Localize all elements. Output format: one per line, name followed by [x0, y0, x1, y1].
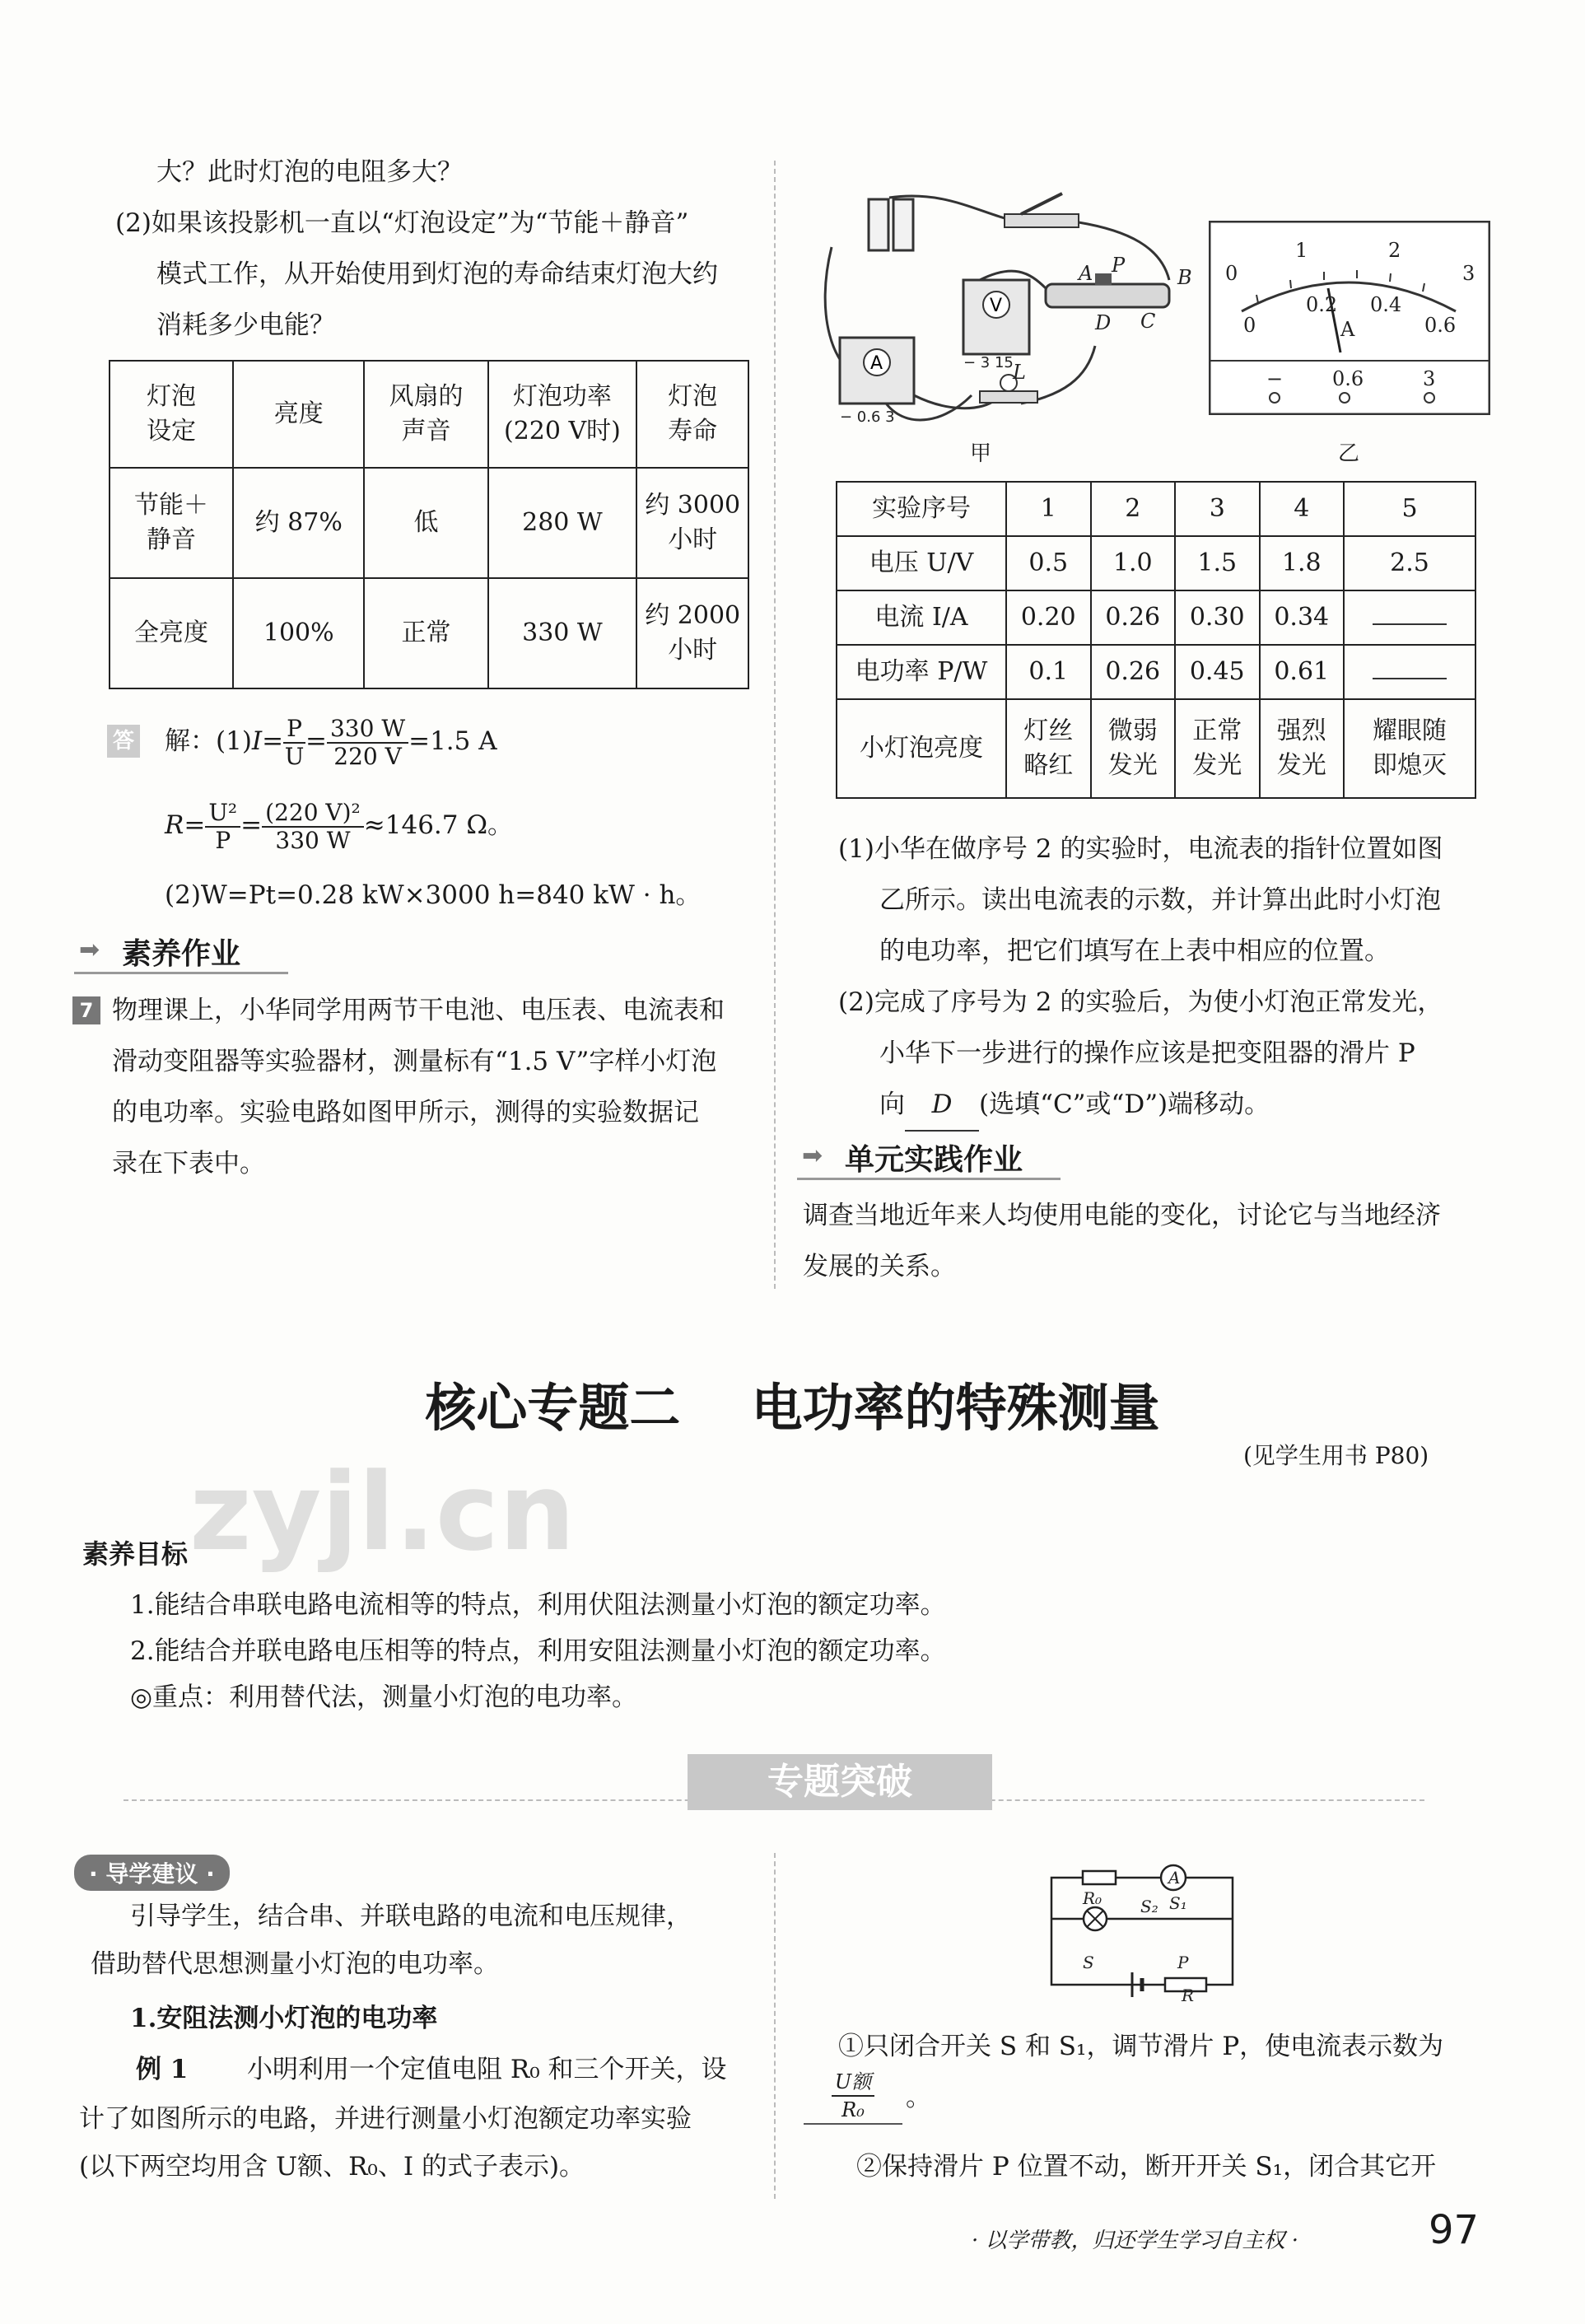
label-L: L	[1013, 361, 1026, 384]
battery-icon	[869, 199, 888, 250]
header-brightness: 亮度	[233, 361, 364, 468]
voltmeter-terminal-labels: − 3 15	[963, 354, 1014, 371]
example-line2: 计了如图所示的电路，并进行测量小灯泡额定功率实验	[79, 2104, 692, 2134]
column-divider	[774, 161, 776, 1289]
battery-icon	[893, 199, 913, 250]
guide-label: · 导学建议 ·	[74, 1855, 230, 1891]
goals-label: 素养目标	[82, 1538, 189, 1570]
answer-blank-power[interactable]	[1344, 645, 1475, 699]
header-power: 灯泡功率 (220 V时)	[488, 361, 637, 468]
table-row: 全亮度 100% 正常 330 W 约 2000 小时	[110, 578, 748, 688]
sub-question-1-line3: 的电功率，把它们填写在上表中相应的位置。	[879, 936, 1390, 966]
projector-table	[109, 360, 749, 689]
guide-line1: 引导学生，结合串、并联电路的电流和电压规律，	[130, 1902, 692, 1931]
svg-text:A: A	[1340, 318, 1355, 341]
arrow-icon: ➡	[79, 936, 100, 964]
example-line3: (以下两空均用含 U额、R₀、I 的式子表示)。	[79, 2152, 585, 2182]
svg-text:A: A	[1168, 1868, 1181, 1888]
label-P: P	[1112, 254, 1126, 277]
svg-text:R: R	[1182, 1986, 1195, 2001]
practice-line2: 发展的关系。	[803, 1252, 956, 1281]
answer-icon: 答	[107, 725, 140, 758]
svg-text:0.4: 0.4	[1370, 293, 1402, 316]
banner-title: 专题突破	[688, 1754, 992, 1810]
svg-text:3: 3	[1462, 262, 1475, 285]
header-mode: 灯泡 设定	[110, 361, 233, 468]
example-line1: 小明利用一个定值电阻 R₀ 和三个开关，设	[247, 2055, 727, 2084]
section-header-danyuan: ➡ 单元实践作业	[797, 1135, 1061, 1180]
goal-3: ◎重点：利用替代法，测量小灯泡的电功率。	[130, 1682, 638, 1712]
svg-text:2: 2	[1388, 239, 1401, 262]
example-label: 例 1	[136, 2055, 189, 2084]
circuit-diagram-example	[1042, 1853, 1247, 2001]
table-row: 节能＋ 静音 约 87% 低 280 W 约 3000 小时	[110, 468, 748, 578]
svg-text:0: 0	[1243, 314, 1256, 337]
svg-text:−: −	[1266, 367, 1284, 390]
question-7-line2: 滑动变阻器等实验器材，测量标有“1.5 V”字样小灯泡	[112, 1047, 717, 1076]
question-7-line3: 的电功率。实验电路如图甲所示，测得的实验数据记	[112, 1098, 699, 1127]
figure-label-jia: 甲	[970, 441, 992, 466]
answer-period: 。	[906, 2083, 931, 2112]
label-C: C	[1140, 310, 1156, 333]
guide-line2: 借助替代思想测量小灯泡的电功率。	[91, 1949, 499, 1979]
label-D: D	[1095, 311, 1112, 334]
switch-icon	[1005, 214, 1079, 227]
figure-label-yi: 乙	[1338, 441, 1360, 466]
lamp-icon	[980, 391, 1037, 403]
svg-text:3: 3	[1423, 367, 1436, 390]
svg-text:S₁: S₁	[1169, 1893, 1187, 1913]
answer-blank-current[interactable]	[1344, 590, 1475, 645]
experiment-table: 实验序号 1 2 3 4 5 电压 U/V 0.5 1.0 1.5 1.8 2.5 电流 I/A 0.20 0.26 0.30 0.34 电功率 P/W 0.1 0.26 0.45 0.61 小灯泡亮度 灯丝 略红 微弱 发光 正常 发光 强烈 发光 耀眼随 即熄灭	[836, 481, 1476, 799]
svg-text:0.6: 0.6	[1332, 367, 1364, 390]
page-number: 97	[1429, 2207, 1480, 2253]
practice-line1: 调查当地近年来人均使用电能的变化，讨论它与当地经济	[803, 1201, 1441, 1230]
sub-question-1-line2: 乙所示。读出电流表的示数，并计算出此时小灯泡	[879, 885, 1441, 915]
svg-text:V: V	[990, 296, 1003, 316]
svg-text:S₂: S₂	[1140, 1897, 1158, 1916]
circuit-diagram-jia	[815, 181, 1210, 478]
answer-line3: (2)W=Pt=0.28 kW×3000 h=840 kW · h。	[165, 880, 702, 910]
question-2-line3: 消耗多少电能？	[156, 310, 335, 340]
answer-line2: R= $\frac{\text{U²}}{P}$ = $\frac{\text{(220 V)²}}{330 W}$ ≈146.7 Ω。	[165, 798, 514, 854]
svg-text:S: S	[1083, 1953, 1094, 1972]
section-header-suyang: ➡ 素养作业	[74, 929, 288, 974]
goal-2: 2.能结合并联电路电压相等的特点，利用安阻法测量小灯泡的额定功率。	[130, 1636, 946, 1666]
header-fan: 风扇的 声音	[364, 361, 487, 468]
topic-reference: (见学生用书 P80)	[1243, 1442, 1429, 1469]
sub-question-2-line3: 向 D (选填“C”或“D”)端移动。	[879, 1079, 1270, 1132]
answer-blank-current-value[interactable]: $\frac{\text{U额}}{\text{R₀}}$	[804, 2069, 902, 2125]
answer-line1: 解：(1)I= $\frac{P}{U}$ = $\frac{330 W}{220 V}$ =1.5 A	[165, 714, 497, 770]
arrow-icon: ➡	[802, 1141, 823, 1170]
svg-text:1: 1	[1295, 239, 1308, 262]
topic-title: 核心专题二 电功率的特殊测量	[425, 1378, 1160, 1438]
sub-question-1-line1: (1)小华在做序号 2 的实验时，电流表的指针位置如图	[838, 834, 1443, 864]
heading-ammeter-method: 1.安阻法测小灯泡的电功率	[130, 2004, 438, 2033]
svg-text:0.2: 0.2	[1306, 293, 1338, 316]
header-life: 灯泡 寿命	[636, 361, 748, 468]
question-number-badge: 7	[72, 996, 100, 1024]
answer-blank-direction[interactable]: D	[905, 1079, 979, 1132]
rheostat-icon	[1046, 284, 1169, 307]
sub-question-2-line1: (2)完成了序号为 2 的实验后，为使小灯泡正常发光，	[838, 987, 1443, 1017]
step-2: ②保持滑片 P 位置不动，断开开关 S₁，闭合其它开	[856, 2152, 1437, 2182]
question-2-line2: 模式工作，从开始使用到灯泡的寿命结束灯泡大约	[156, 259, 718, 289]
svg-text:R₀: R₀	[1083, 1888, 1103, 1908]
svg-text:0.6: 0.6	[1424, 314, 1457, 337]
goal-1: 1.能结合串联电路电流相等的特点，利用伏阻法测量小灯泡的额定功率。	[130, 1590, 946, 1620]
label-B: B	[1177, 266, 1192, 289]
question-2-line1: (2)如果该投影机一直以“灯泡设定”为“节能＋静音”	[115, 208, 689, 238]
label-A: A	[1079, 262, 1093, 285]
ammeter-terminal-labels: − 0.6 3	[840, 408, 895, 426]
svg-text:0: 0	[1225, 262, 1238, 285]
question-7-line1: 物理课上，小华同学用两节干电池、电压表、电流表和	[112, 996, 725, 1025]
ammeter-dial-yi	[1209, 221, 1490, 415]
question-continuation: 大？此时灯泡的电阻多大？	[156, 157, 463, 187]
question-7-line4: 录在下表中。	[112, 1149, 265, 1178]
sub-question-2-line2: 小华下一步进行的操作应该是把变阻器的滑片 P	[879, 1038, 1415, 1068]
svg-text:A: A	[870, 353, 883, 374]
column-divider	[774, 1853, 776, 2199]
svg-text:P: P	[1177, 1953, 1189, 1972]
watermark: zyjl.cn	[189, 1449, 576, 1575]
step-1: ①只闭合开关 S 和 S₁，调节滑片 P，使电流表示数为	[838, 2032, 1444, 2061]
resistor-icon	[1083, 1871, 1116, 1884]
footer-slogan: · 以学带教，归还学生学习自主权 ·	[972, 2228, 1299, 2253]
